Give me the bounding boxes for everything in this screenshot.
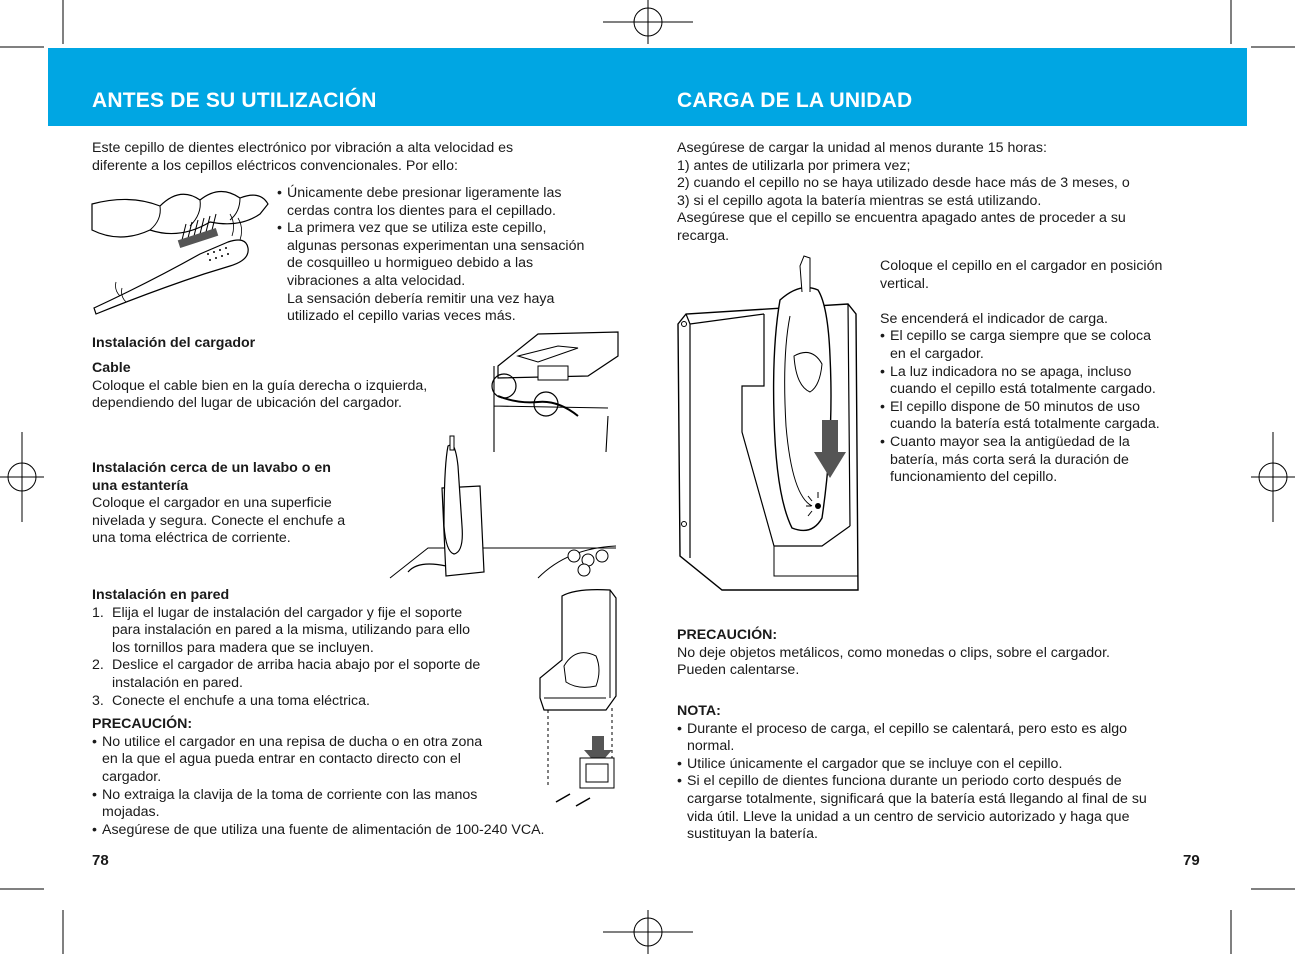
list-item: • Utilice únicamente el cargador que se incluye con el cepillo.	[677, 756, 1222, 774]
left-title-banner	[48, 48, 648, 126]
right-place-section: Coloque el cepillo en el cargador en posición vertical. Se encenderá el indicador de carga. • El cepillo se carga siempre que se coloca en el cargador. • La luz indicadora no se apaga, incluso cuando el cepillo está totalmente cargado. • El cepillo dispone de 50 minutos de uso cuando la batería está totalmente cargada. • Cuanto mayor sea la antigüedad de la batería, más corta será la duración de funcionamiento del cepillo.	[880, 258, 1210, 487]
list-item: • La primera vez que se utiliza este cepillo, algunas personas experimentan una sensación de cosquilleo u hormigueo debido a las vibraciones a alta velocidad. La sensación debería remitir una vez haya utilizado el cepillo varias veces más.	[277, 220, 622, 326]
list-item: • El cepillo dispone de 50 minutos de uso cuando la batería está totalmente cargada.	[880, 399, 1210, 434]
list-item: • La luz indicadora no se apaga, incluso cuando el cepillo está totalmente cargado.	[880, 364, 1210, 399]
left-intro-bullets	[277, 185, 622, 326]
list-item: • Cuanto mayor sea la antigüedad de la batería, más corta será la duración de funcionamiento del cepillo.	[880, 434, 1210, 487]
cable-section: Cable Coloque el cable bien en la guía derecha o izquierda, dependiendo del lugar de ubicación del cargador.	[92, 360, 472, 413]
list-item: 2. Deslice el cargador de arriba hacia abajo por el soporte de instalación en pared.	[92, 657, 481, 691]
list-item: • Asegúrese de que utiliza una fuente de alimentación de 100-240 VCA.	[92, 822, 537, 840]
list-item: 1. Elija el lugar de instalación del cargador y fije el soporte para instalación en pared a la misma, utilizando para ello los tornillos para madera que se incluyen.	[92, 604, 471, 656]
list-item: • Si el cepillo de dientes funciona durante un periodo corto después de cargarse totalmente, significará que la batería está llegando al final de su vida útil. Lleve la unidad a un centro de servicio autorizado y haga que sustituyan la batería.	[677, 773, 1222, 843]
list-item: • Únicamente debe presionar ligeramente las cerdas contra los dientes para el cepillado.	[277, 185, 622, 220]
left-intro: Este cepillo de dientes electrónico por vibración a alta velocidad es diferente a los cepillos eléctricos convencionales. Por ello:	[92, 140, 514, 174]
left-page-number: 78	[92, 852, 109, 869]
wall-mount-charger-illustration	[536, 586, 622, 808]
charger-cable-guide-illustration	[478, 326, 618, 454]
toothbrush-in-charger-illustration	[672, 256, 868, 596]
cable-heading: Cable	[92, 360, 131, 376]
right-caution-section: PRECAUCIÓN: No deje objetos metálicos, como monedas o clips, sobre el cargador. Pueden calentarse.	[677, 627, 1110, 679]
right-title-banner	[648, 48, 1247, 126]
toothbrush-on-teeth-illustration	[90, 184, 270, 316]
right-page-number: 79	[1183, 852, 1200, 869]
sink-section: Instalación cerca de un lavabo o en una estantería Coloque el cargador en una superficie nivelada y segura. Conecte el enchufe a una toma eléctrica de corriente.	[92, 460, 346, 547]
list-item: • No utilice el cargador en una repisa de ducha o en otra zona en la que el agua pueda entrar en contacto directo con el cargador.	[92, 734, 537, 787]
list-item: • Durante el proceso de carga, el cepillo se calentará, pero esto es algo normal.	[677, 721, 1222, 756]
charger-near-sink-illustration	[388, 436, 618, 582]
list-item: • No extraiga la clavija de la toma de corriente con las manos mojadas.	[92, 787, 537, 822]
list-item: • El cepillo se carga siempre que se coloca en el cargador.	[880, 328, 1210, 363]
left-page-title: ANTES DE SU UTILIZACIÓN	[92, 89, 377, 112]
list-item: 3. Conecte el enchufe a una toma eléctrica.	[92, 692, 370, 709]
right-note-section: NOTA: • Durante el proceso de carga, el cepillo se calentará, pero esto es algo normal. • Utilice únicamente el cargador que se incluye con el cepillo. • Si el cepillo de dientes funciona durante un periodo corto después de cargarse totalmente, significará que la batería está llegando al final de su vida útil. Lleve la unidad a un centro de servicio autorizado y haga que sustituyan la batería.	[677, 703, 1222, 844]
wall-section: Instalación en pared 1. Elija el lugar de instalación del cargador y fije el soporte para instalación en pared a la misma, utilizando para ello los tornillos para madera que se incluyen. 2. Deslice el cargador de arriba hacia abajo por el soporte de instalación en pared. 3. Conecte el enchufe a una toma eléctrica. PRECAUCIÓN: • No utilice el cargador en una repisa de ducha o en otra zona en la que el agua pueda entrar en contacto directo con el cargador. • No extraiga la clavija de la toma de corriente con las manos mojadas. • Asegúrese de que utiliza una fuente de alimentación de 100-240 VCA.	[92, 587, 537, 839]
right-intro: Asegúrese de cargar la unidad al menos durante 15 horas: 1) antes de utilizarla por primera vez; 2) cuando el cepillo no se haya utilizado desde hace más de 3 meses, o 3) si el cepillo agota la batería mientras se está utilizando. Asegúrese que el cepillo se encuentra apagado antes de proceder a su recarga.	[677, 140, 1130, 244]
charger-install-heading: Instalación del cargador	[92, 335, 256, 351]
right-page-title: CARGA DE LA UNIDAD	[677, 89, 913, 112]
left-caution-heading: PRECAUCIÓN:	[92, 716, 193, 733]
